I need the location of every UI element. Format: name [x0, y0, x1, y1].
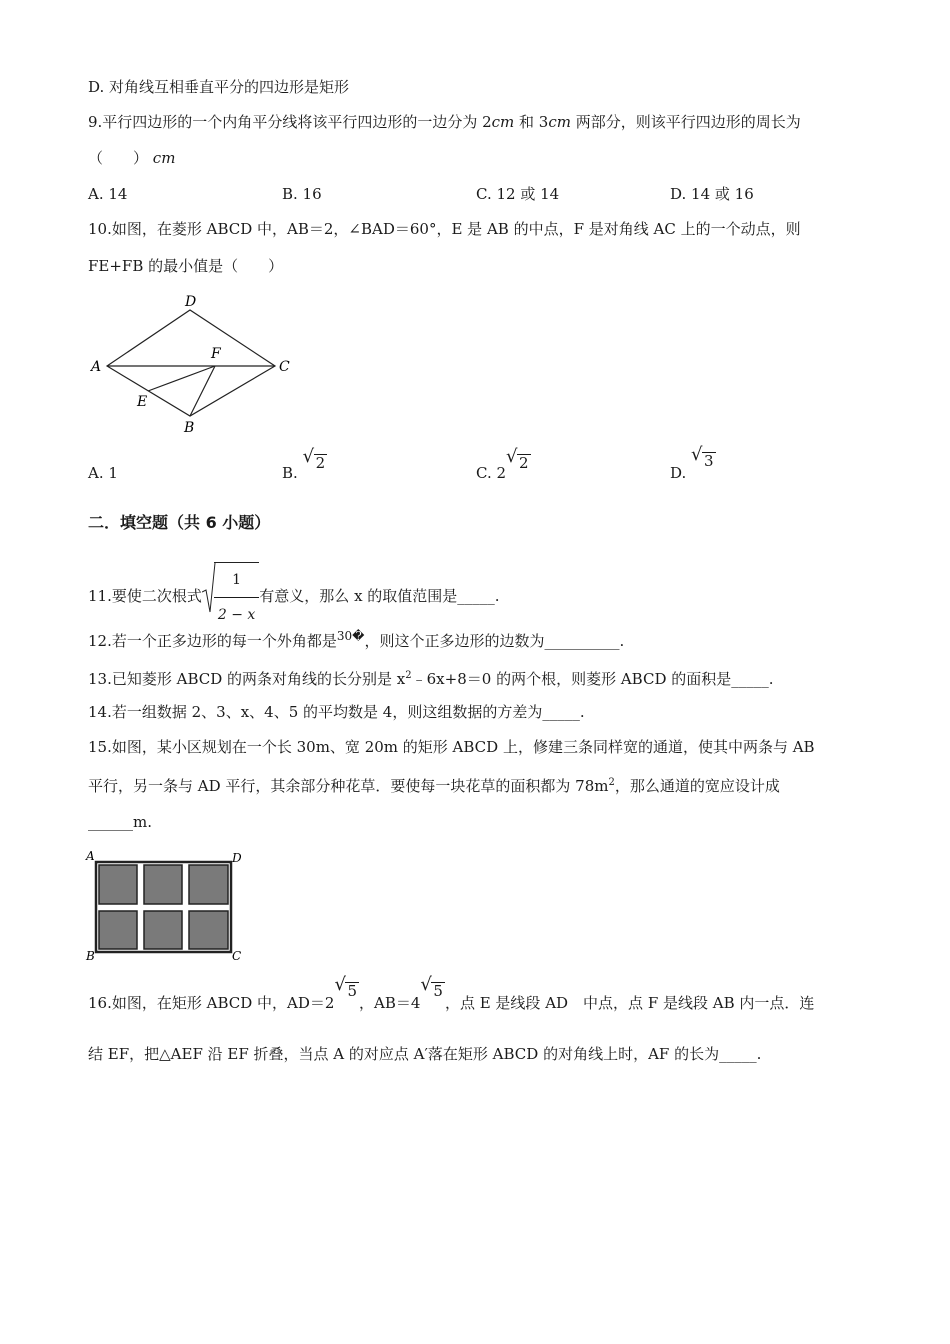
- rhombus-outline: [107, 310, 275, 416]
- label-a: A: [91, 359, 102, 375]
- plot-2: [144, 865, 182, 904]
- label-f: F: [211, 346, 221, 362]
- q9-option-a: A. 14: [88, 185, 128, 203]
- q11-stem: 11.要使二次根式 $\frac{1}{2 - x}$ 有意义，那么 x 的取值范围是_____.: [88, 562, 500, 632]
- label-d: D: [232, 851, 242, 865]
- q10-option-c: C. 2√ 2: [476, 463, 531, 483]
- q15-stem-line1: 15.如图，某小区规划在一个长 30m、宽 20m 的矩形 ABCD 上，修建三条同样宽的通道，使其中两条与 AB: [88, 738, 815, 756]
- label-b: B: [86, 949, 95, 963]
- plot-5: [144, 911, 182, 949]
- q10-option-d: D. √ 3: [670, 463, 716, 483]
- q10-stem-line1: 10.如图，在菱形 ABCD 中，AB＝2，∠BAD＝60°，E 是 AB 的中点，F 是对角线 AC 上的一个动点，则: [88, 220, 801, 238]
- q9-stem-line1: 9.平行四边形的一个内角平分线将该平行四边形的一边分为 2cm 和 3cm 两部分，则该平行四边形的周长为: [88, 113, 801, 131]
- label-d: D: [185, 294, 197, 310]
- q8-option-d: D. 对角线互相垂直平分的四边形是矩形: [88, 78, 350, 96]
- q12-stem: 12.若一个正多边形的每一个外角都是$^{30�}$，则这个正多边形的边数为__________.: [88, 629, 625, 650]
- q9-option-c: C. 12 或 14: [476, 185, 560, 203]
- label-c: C: [232, 949, 242, 963]
- q9-option-b: B. 16: [282, 185, 322, 203]
- plot-6: [189, 911, 228, 949]
- label-b: B: [184, 420, 195, 436]
- q10-rhombus-figure: [85, 290, 305, 440]
- plot-3: [189, 865, 228, 904]
- q15-stem-line3: ______m.: [88, 813, 152, 831]
- label-c: C: [279, 359, 290, 375]
- q16-stem-line1: 16.如图，在矩形 ABCD 中，AD＝2√ 5，AB＝4√ 5，点 E 是线段 AD 中点，点 F 是线段 AB 内一点．连: [88, 993, 814, 1013]
- section-title-fill-in: 二．填空题（共 6 小题）: [88, 513, 271, 532]
- q10-stem-line2: FE+FB 的最小值是（ ）: [88, 257, 284, 275]
- plot-4: [99, 911, 137, 949]
- q15-stem-line2: 平行，另一条与 AD 平行，其余部分种花草．要使每一块花草的面积都为 $78m^2$，那么通道的宽应设计成: [88, 777, 780, 795]
- q15-rectangle-figure: [84, 848, 249, 963]
- q9-option-d: D. 14 或 16: [670, 185, 754, 203]
- q13-stem: 13.已知菱形 ABCD 的两条对角线的长分别是 $x^2﹣6x+8=0$ 的两个根，则菱形 ABCD 的面积是_____.: [88, 670, 774, 688]
- label-e: E: [137, 394, 148, 410]
- q11-radical: $\frac{1}{2 - x}$: [202, 562, 259, 632]
- q10-option-a: A. 1: [88, 464, 118, 482]
- label-a: A: [86, 849, 95, 863]
- q10-option-b: B. √ 2: [282, 463, 327, 483]
- plot-1: [99, 865, 137, 904]
- q9-stem-line2: （ ） cm: [88, 149, 176, 167]
- q16-stem-line2: 结 EF，把△AEF 沿 EF 折叠，当点 A 的对应点 A′落在矩形 ABCD 的对角线上时，AF 的长为_____.: [88, 1045, 762, 1063]
- q14-stem: 14.若一组数据 2、3、x、4、5 的平均数是 4，则这组数据的方差为_____.: [88, 703, 585, 721]
